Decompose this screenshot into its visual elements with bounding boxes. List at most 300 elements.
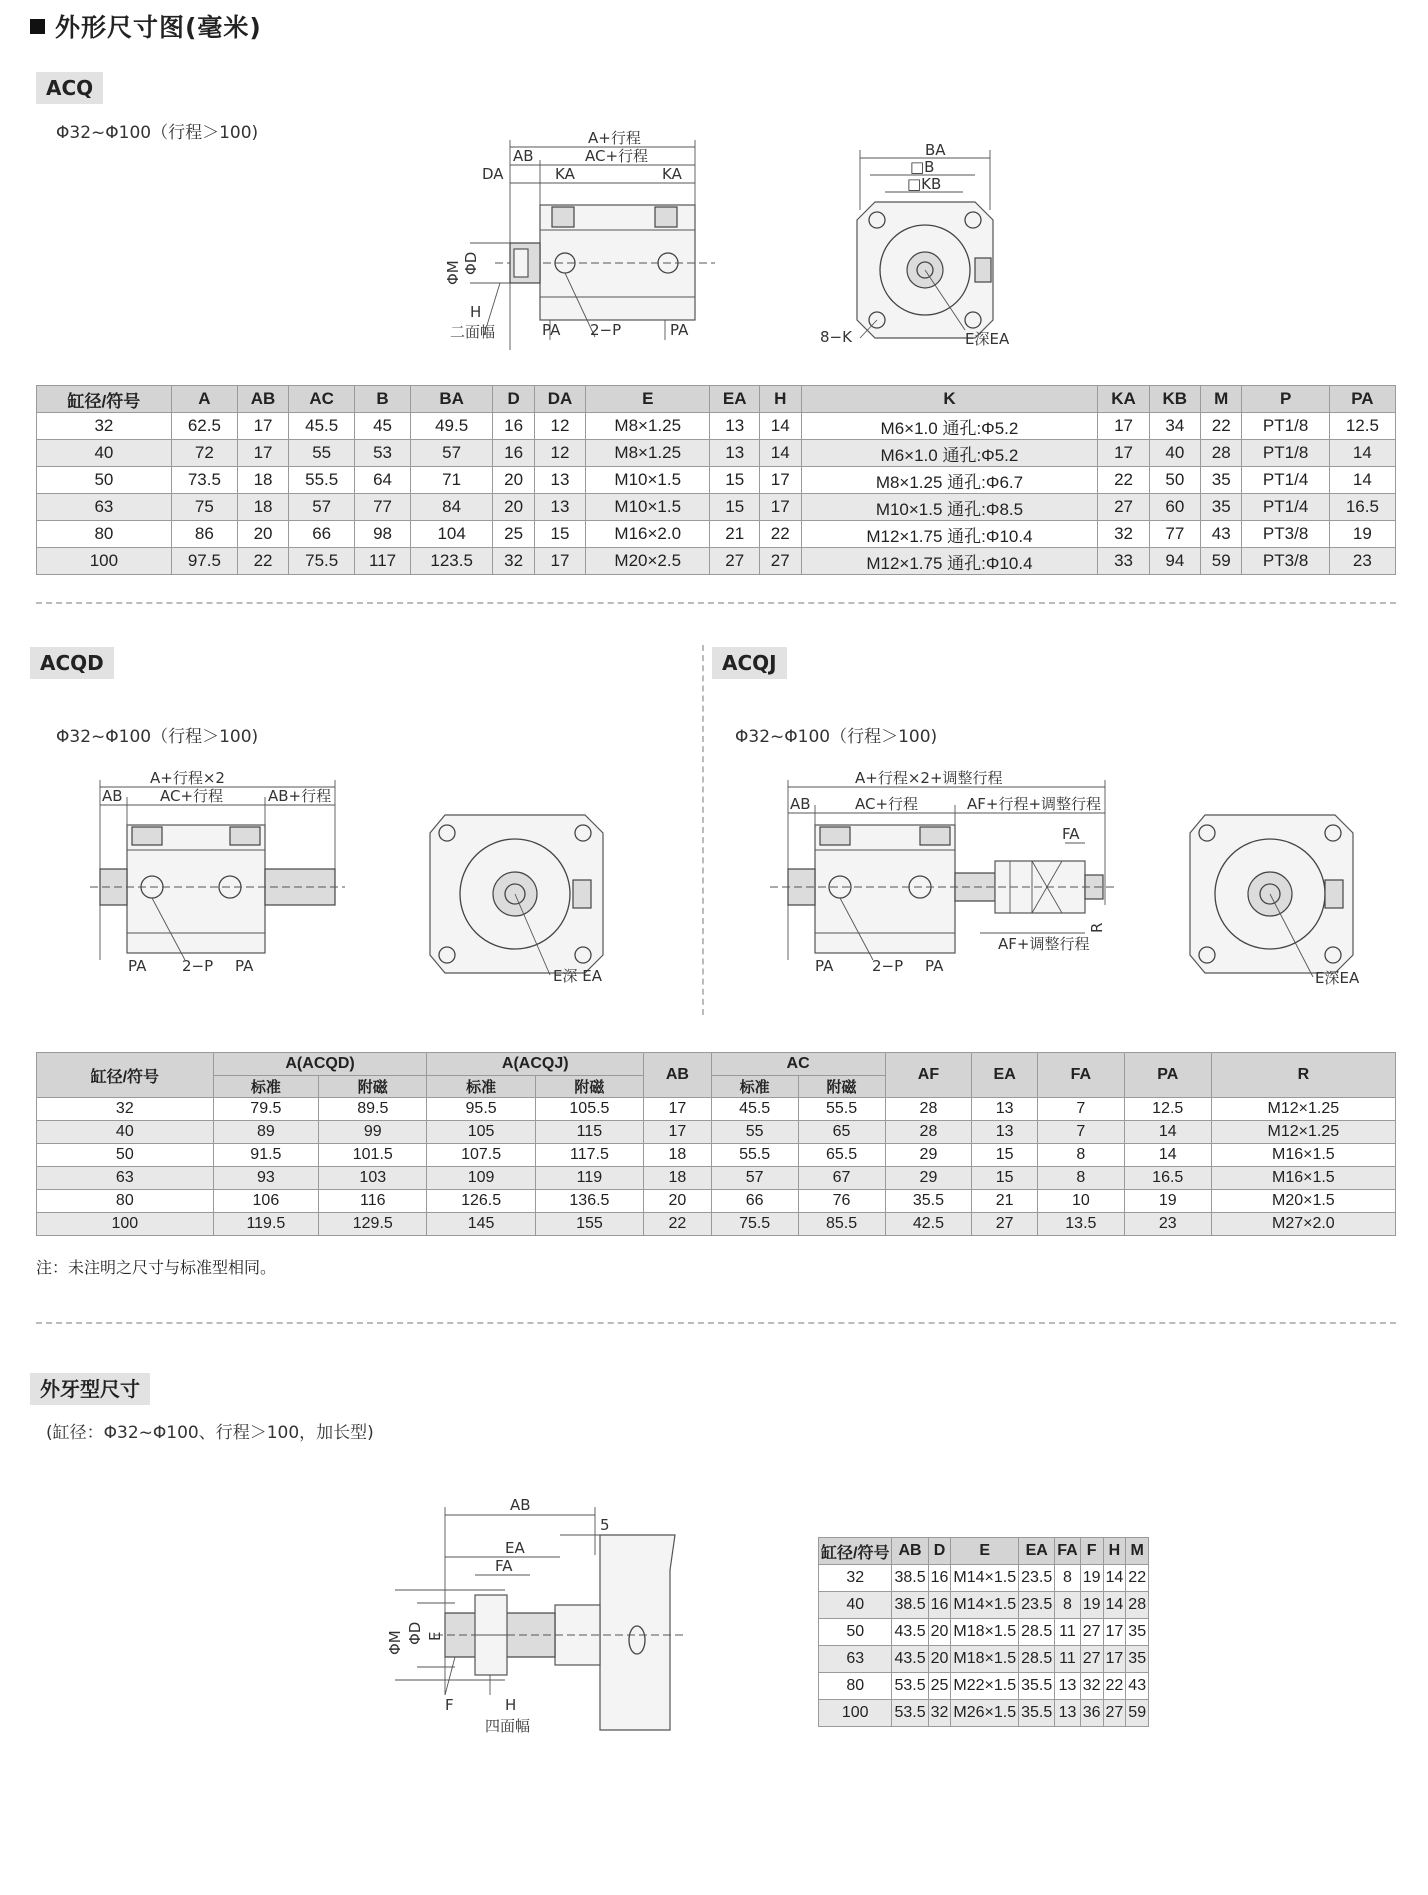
col-a-acqj: A(ACQJ) [427,1053,644,1076]
col-a-acqj-mag: 附磁 [535,1076,643,1098]
table-cell: 35.5 [1019,1700,1055,1727]
table-cell: 117 [355,548,411,575]
table-cell: M6×1.0 通孔:Φ5.2 [801,413,1098,440]
acqd-acqj-table-body [37,1098,1396,1236]
table-cell: 43 [1200,521,1241,548]
table-cell: PT1/8 [1242,413,1329,440]
label-ab: AB [513,147,534,165]
table-cell: 91.5 [213,1144,318,1167]
table-cell: 105 [427,1121,535,1144]
label-a-stroke: A+行程 [588,129,641,147]
table-cell: 32 [493,548,534,575]
table-cell: 11 [1055,1619,1080,1646]
table-cell: 22 [1200,413,1241,440]
table-cell: 8 [1037,1167,1124,1190]
table-cell: 21 [710,521,760,548]
table-cell: 45 [355,413,411,440]
table-cell: 80 [37,521,172,548]
table-cell: 20 [644,1190,712,1213]
table-cell: 97.5 [171,548,237,575]
label-ea: EA [505,1539,525,1557]
table-cell: 72 [171,440,237,467]
table-row [37,1213,1396,1236]
acqd-spec: Φ32~Φ100（行程＞100) [56,727,259,747]
table-cell: 19 [1124,1190,1211,1213]
table-cell: M20×2.5 [586,548,710,575]
table-cell: 12.5 [1124,1098,1211,1121]
table-cell: 27 [760,548,801,575]
external-spec: (缸径：Φ32~Φ100、行程＞100，加长型) [46,1423,374,1443]
table-cell: 59 [1126,1700,1149,1727]
col-e: E [951,1538,1019,1565]
page-title [30,8,262,44]
label-ab: AB [790,795,811,813]
table-cell: 57 [410,440,492,467]
table-cell: 22 [1098,467,1149,494]
table-cell: 129.5 [319,1213,427,1236]
table-cell: 14 [1124,1121,1211,1144]
col-ab: AB [237,386,288,413]
table-cell: 77 [1149,521,1200,548]
label-pa-1: PA [542,321,561,339]
col-p: P [1242,386,1329,413]
square-bullet-icon [30,19,45,34]
table-cell: 8 [1037,1144,1124,1167]
table-cell: 13 [710,440,760,467]
table-cell: 27 [1080,1646,1103,1673]
table-cell: 98 [355,521,411,548]
table-cell: 85.5 [798,1213,885,1236]
table-cell: 126.5 [427,1190,535,1213]
table-cell: 32 [37,413,172,440]
col-f: F [1080,1538,1103,1565]
label-f: F [445,1696,454,1714]
table-cell: M8×1.25 通孔:Φ6.7 [801,467,1098,494]
table-cell: 38.5 [892,1592,928,1619]
label-ka-1: KA [555,165,575,183]
table-cell: 86 [171,521,237,548]
table-cell: 13 [972,1098,1037,1121]
table-cell: 17 [1103,1646,1126,1673]
col-da: DA [534,386,585,413]
label-fa: FA [1062,825,1080,843]
table-cell: 55.5 [798,1098,885,1121]
table-cell: 19 [1329,521,1395,548]
col-ac: AC [289,386,355,413]
table-cell: 28 [1126,1592,1149,1619]
table-row [37,1167,1396,1190]
label-four-face: 四面幅 [485,1717,531,1735]
table-cell: M26×1.5 [951,1700,1019,1727]
label-ab: AB [102,787,123,805]
table-cell: 14 [1329,440,1395,467]
label-a-stroke-x2-adj: A+行程×2+调整行程 [855,769,1003,787]
table-cell: PT3/8 [1242,548,1329,575]
divider-2 [36,1322,1396,1324]
table-row [819,1646,1149,1673]
table-cell: 50 [819,1619,892,1646]
table-cell: M10×1.5 [586,467,710,494]
table-cell: 32 [37,1098,214,1121]
label-ac-stroke: AC+行程 [160,787,224,805]
table-cell: 22 [237,548,288,575]
col-ac: AC [711,1053,885,1076]
table-cell: 14 [1103,1592,1126,1619]
table-cell: 22 [644,1213,712,1236]
section-tag-acq: ACQ [36,72,103,104]
table-cell: 20 [237,521,288,548]
table-cell: 100 [37,548,172,575]
table-cell: 32 [819,1565,892,1592]
table-cell: M16×1.5 [1211,1144,1395,1167]
table-cell: 115 [535,1121,643,1144]
table-cell: 16 [928,1565,951,1592]
table-row [819,1673,1149,1700]
table-cell: 7 [1037,1121,1124,1144]
table-cell: 25 [493,521,534,548]
table-cell: 21 [972,1190,1037,1213]
section-tag-external: 外牙型尺寸 [30,1373,150,1405]
table-row [819,1565,1149,1592]
table-cell: M12×1.25 [1211,1121,1395,1144]
table-cell: 28 [885,1121,972,1144]
label-phi-d: ΦD [406,1621,424,1645]
table-cell: 93 [213,1167,318,1190]
acq-side-view-drawing [440,125,760,350]
table-cell: 109 [427,1167,535,1190]
table-cell: 25 [928,1673,951,1700]
table-cell: 79.5 [213,1098,318,1121]
table-cell: 20 [928,1619,951,1646]
table-cell: M27×2.0 [1211,1213,1395,1236]
label-a-stroke-x2: A+行程×2 [150,769,225,787]
table-cell: M10×1.5 通孔:Φ8.5 [801,494,1098,521]
table-cell: 50 [37,467,172,494]
col-kb: KB [1149,386,1200,413]
col-bore: 缸径/符号 [37,386,172,413]
table-cell: 35.5 [1019,1673,1055,1700]
col-m: M [1200,386,1241,413]
table-cell: 17 [1103,1619,1126,1646]
table-cell: M18×1.5 [951,1646,1019,1673]
label-pa-2: PA [670,321,689,339]
table-note: 注：未注明之尺寸与标准型相同。 [36,1258,277,1277]
table-cell: 28.5 [1019,1646,1055,1673]
table-cell: 99 [319,1121,427,1144]
label-8k: 8−K [820,328,852,346]
table-cell: PT3/8 [1242,521,1329,548]
col-pa: PA [1329,386,1395,413]
col-a-acqd: A(ACQD) [213,1053,427,1076]
col-h: H [760,386,801,413]
divider-vertical [702,645,704,1015]
label-two-face: 二面幅 [450,323,496,341]
label-e-depth: E深EA [965,330,1010,348]
table-header-row [37,386,1396,413]
col-af: AF [885,1053,972,1098]
table-cell: 94 [1149,548,1200,575]
table-cell: 13.5 [1037,1213,1124,1236]
table-cell: 18 [237,467,288,494]
table-cell: 119 [535,1167,643,1190]
table-cell: 45.5 [711,1098,798,1121]
divider-1 [36,602,1396,604]
col-a-acqd-std: 标准 [213,1076,318,1098]
table-cell: 63 [37,494,172,521]
table-row [37,548,1396,575]
table-cell: 145 [427,1213,535,1236]
acq-spec: Φ32~Φ100（行程＞100) [56,123,259,143]
table-cell: 20 [493,494,534,521]
table-cell: 12 [534,413,585,440]
label-e-depth: E深 EA [553,967,602,985]
table-cell: 22 [760,521,801,548]
table-cell: 67 [798,1167,885,1190]
table-cell: 40 [819,1592,892,1619]
table-cell: 13 [1055,1700,1080,1727]
table-cell: 14 [1124,1144,1211,1167]
table-cell: 136.5 [535,1190,643,1213]
table-cell: 11 [1055,1646,1080,1673]
table-cell: 32 [1098,521,1149,548]
acqd-acqj-dimension-table [36,1052,1396,1236]
col-d: D [493,386,534,413]
table-cell: 55.5 [289,467,355,494]
table-cell: 71 [410,467,492,494]
table-cell: 105.5 [535,1098,643,1121]
label-h: H [470,303,482,321]
col-r: R [1211,1053,1395,1098]
table-cell: 89 [213,1121,318,1144]
acq-table-body [37,413,1396,575]
table-cell: 15 [710,494,760,521]
col-e: E [586,386,710,413]
table-row [37,521,1396,548]
table-cell: 27 [972,1213,1037,1236]
col-a: A [171,386,237,413]
table-cell: 35 [1126,1619,1149,1646]
label-af-adj: AF+调整行程 [998,935,1090,953]
table-cell: 17 [760,494,801,521]
table-cell: 29 [885,1144,972,1167]
table-cell: 16 [928,1592,951,1619]
table-cell: 17 [1098,413,1149,440]
label-r: R [1088,922,1106,933]
col-a-acqd-mag: 附磁 [319,1076,427,1098]
label-pa-2: PA [925,957,944,975]
table-header-row [819,1538,1149,1565]
label-e-depth: E深EA [1315,969,1360,987]
table-cell: 23.5 [1019,1592,1055,1619]
acqj-spec: Φ32~Φ100（行程＞100) [735,727,938,747]
table-cell: 16 [493,413,534,440]
label-h: H [505,1696,517,1714]
table-cell: 117.5 [535,1144,643,1167]
label-ka-2: KA [662,165,682,183]
table-cell: 17 [760,467,801,494]
col-pa: PA [1124,1053,1211,1098]
col-bore: 缸径/符号 [819,1538,892,1565]
table-cell: 17 [1098,440,1149,467]
table-cell: 17 [237,440,288,467]
table-cell: 119.5 [213,1213,318,1236]
table-cell: 53.5 [892,1673,928,1700]
label-e: E [426,1631,444,1641]
table-row [37,1121,1396,1144]
table-cell: M14×1.5 [951,1565,1019,1592]
table-cell: 15 [972,1167,1037,1190]
table-cell: 75.5 [711,1213,798,1236]
col-d: D [928,1538,951,1565]
table-row [37,413,1396,440]
table-cell: 15 [710,467,760,494]
table-cell: 50 [1149,467,1200,494]
table-cell: 14 [1329,467,1395,494]
table-cell: 13 [1055,1673,1080,1700]
section-tag-acqj: ACQJ [712,647,787,679]
table-cell: 103 [319,1167,427,1190]
section-tag-acqd: ACQD [30,647,114,679]
table-cell: 23 [1124,1213,1211,1236]
label-b: □B [910,158,935,176]
col-bore: 缸径/符号 [37,1053,214,1098]
table-cell: 53 [355,440,411,467]
table-row [37,467,1396,494]
table-cell: 104 [410,521,492,548]
table-cell: M8×1.25 [586,413,710,440]
table-cell: 18 [644,1144,712,1167]
table-cell: 53.5 [892,1700,928,1727]
col-a-acqj-std: 标准 [427,1076,535,1098]
col-ac-std: 标准 [711,1076,798,1098]
table-cell: 57 [289,494,355,521]
table-cell: 59 [1200,548,1241,575]
col-fa: FA [1037,1053,1124,1098]
table-cell: 65 [798,1121,885,1144]
col-ab: AB [644,1053,712,1098]
table-cell: 12 [534,440,585,467]
table-cell: 27 [1098,494,1149,521]
external-thread-table [818,1537,1149,1727]
table-cell: 55 [289,440,355,467]
acq-dimension-table [36,385,1396,575]
acq-end-view-drawing [815,140,1045,350]
table-cell: 36 [1080,1700,1103,1727]
table-cell: 64 [355,467,411,494]
table-cell: M12×1.25 [1211,1098,1395,1121]
table-cell: 22 [1126,1565,1149,1592]
table-cell: 27 [710,548,760,575]
table-cell: 100 [37,1213,214,1236]
table-cell: 116 [319,1190,427,1213]
table-cell: 73.5 [171,467,237,494]
table-cell: 19 [1080,1592,1103,1619]
table-cell: 10 [1037,1190,1124,1213]
table-cell: 14 [1103,1565,1126,1592]
table-cell: 28 [885,1098,972,1121]
table-cell: 55 [711,1121,798,1144]
label-2p: 2−P [590,321,622,339]
label-pa-1: PA [128,957,147,975]
table-cell: 43.5 [892,1646,928,1673]
table-cell: 33 [1098,548,1149,575]
table-cell: 28.5 [1019,1619,1055,1646]
table-cell: PT1/4 [1242,494,1329,521]
label-2p: 2−P [872,957,904,975]
table-cell: 13 [534,467,585,494]
table-row [37,1098,1396,1121]
table-cell: 20 [493,467,534,494]
label-kb: □KB [907,175,942,193]
table-cell: M8×1.25 [586,440,710,467]
table-cell: 13 [710,413,760,440]
table-cell: 49.5 [410,413,492,440]
table-cell: 65.5 [798,1144,885,1167]
table-row [37,1190,1396,1213]
table-cell: 12.5 [1329,413,1395,440]
label-ab-stroke: AB+行程 [268,787,332,805]
label-ba: BA [925,141,946,159]
table-cell: 80 [37,1190,214,1213]
table-cell: 32 [928,1700,951,1727]
table-cell: 43 [1126,1673,1149,1700]
label-ac-stroke: AC+行程 [855,795,919,813]
external-thread-drawing [355,1495,685,1760]
label-phi-d: ΦD [462,251,480,275]
table-cell: 16.5 [1124,1167,1211,1190]
table-cell: 101.5 [319,1144,427,1167]
table-cell: 38.5 [892,1565,928,1592]
col-ea: EA [1019,1538,1055,1565]
col-m: M [1126,1538,1149,1565]
table-cell: 63 [819,1646,892,1673]
table-cell: 89.5 [319,1098,427,1121]
table-cell: 123.5 [410,548,492,575]
label-ac-stroke: AC+行程 [585,147,649,165]
table-cell: PT1/8 [1242,440,1329,467]
table-cell: 17 [644,1098,712,1121]
table-cell: 60 [1149,494,1200,521]
table-cell: 155 [535,1213,643,1236]
label-5: 5 [600,1516,610,1534]
table-cell: 76 [798,1190,885,1213]
table-cell: 8 [1055,1565,1080,1592]
table-cell: 55.5 [711,1144,798,1167]
table-cell: M6×1.0 通孔:Φ5.2 [801,440,1098,467]
table-cell: 77 [355,494,411,521]
table-cell: 84 [410,494,492,521]
table-cell: 66 [289,521,355,548]
table-cell: 35.5 [885,1190,972,1213]
table-cell: 14 [760,413,801,440]
table-header-row [37,1053,1396,1076]
label-phi-m: ΦM [386,1630,404,1655]
table-cell: 32 [1080,1673,1103,1700]
table-cell: 15 [972,1144,1037,1167]
acqd-end-view-drawing [425,805,645,990]
table-row [819,1592,1149,1619]
col-fa: FA [1055,1538,1080,1565]
table-cell: 42.5 [885,1213,972,1236]
acqd-side-view-drawing [90,765,360,985]
col-ea: EA [710,386,760,413]
table-row [819,1619,1149,1646]
label-ab: AB [510,1496,531,1514]
table-cell: 27 [1080,1619,1103,1646]
label-af-stroke-adj: AF+行程+调整行程 [967,795,1102,813]
table-cell: 28 [1200,440,1241,467]
table-cell: 22 [1103,1673,1126,1700]
